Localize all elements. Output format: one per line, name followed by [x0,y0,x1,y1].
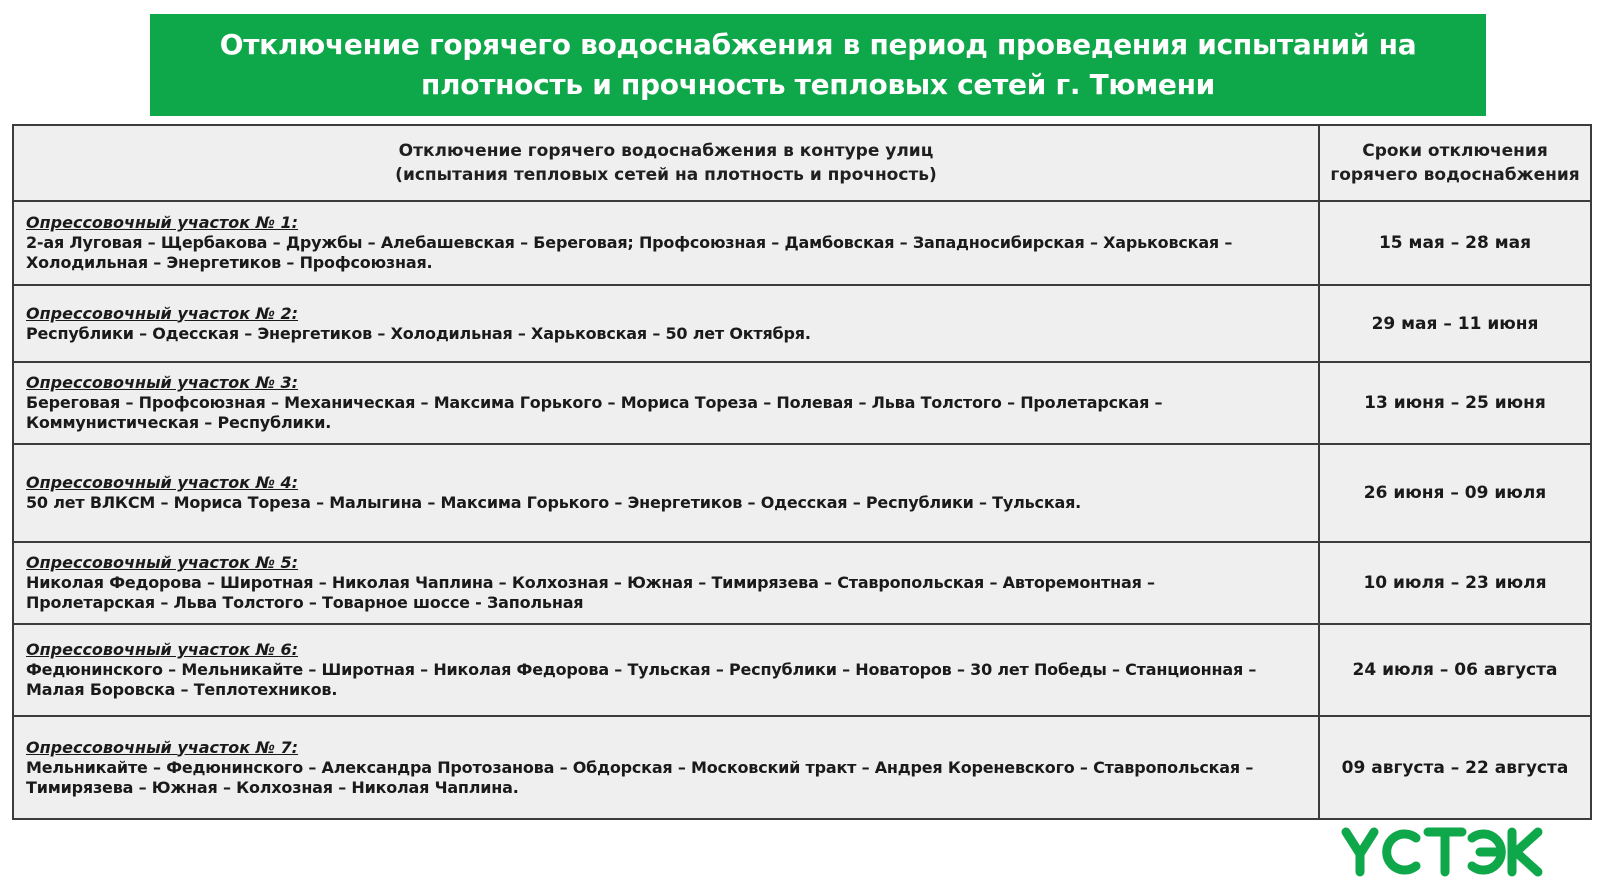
table-row [13,444,1591,542]
street-line: Николая Федорова – Широтная – Николая Чаплина – Колхозная – Южная – Тимирязева – Ставропольская – Авторемонтная – [26,573,1155,592]
section-title: Опрессовочный участок № 2: [26,303,299,323]
title-banner [150,14,1486,116]
table-row [13,716,1591,819]
shutdown-schedule-table [12,124,1592,820]
header-streets [13,125,1319,201]
section-title: Опрессовочный участок № 5: [26,553,299,572]
period-cell: 15 мая – 28 мая [1319,201,1591,285]
table-row [13,285,1591,362]
street-line: Федюнинского – Мельникайте – Широтная – Николая Федорова – Тульская – Республики – Новаторов – 30 лет Победы – Станционная – [26,660,1257,679]
street-line: 2-ая Луговая – Щербакова – Дружбы – Алебашевская – Береговая; Профсоюзная – Дамбовская – Западносибирская – Харьковская – [26,233,1233,252]
streets-cell [13,716,1319,819]
period-cell: 09 августа – 22 августа [1319,716,1591,819]
banner-title-line-1: Отключение горячего водоснабжения в период проведения испытаний на [219,28,1417,61]
table-row [13,542,1591,624]
streets-cell [13,624,1319,716]
table-row [13,362,1591,444]
street-line: Малая Боровска – Теплотехников. [26,680,338,699]
street-line: Республики – Одесская – Энергетиков – Холодильная – Харьковская – 50 лет Октября. [26,323,811,343]
period-cell: 24 июля – 06 августа [1319,624,1591,716]
street-line: Коммунистическая – Республики. [26,413,332,432]
section-title: Опрессовочный участок № 3: [26,373,299,392]
streets-cell [13,201,1319,285]
period-cell: 29 мая – 11 июня [1319,285,1591,362]
section-title: Опрессовочный участок № 4: [26,473,299,492]
section-title: Опрессовочный участок № 1: [26,213,299,232]
period-cell: 26 июня – 09 июля [1319,444,1591,542]
streets-cell [13,362,1319,444]
table-row [13,201,1591,285]
header-period-line-2: горячего водоснабжения [1330,165,1580,185]
street-line: Холодильная – Энергетиков – Профсоюзная. [26,253,433,272]
streets-cell [13,285,1319,362]
street-line: Тимирязева – Южная – Колхозная – Николая Чаплина. [26,777,519,797]
period-cell: 10 июля – 23 июля [1319,542,1591,624]
header-period [1319,125,1591,201]
streets-cell [13,542,1319,624]
ustek-logo [1340,824,1546,880]
street-line: 50 лет ВЛКСМ – Мориса Тореза – Малыгина – Максима Горького – Энергетиков – Одесская – Республики – Тульская. [26,493,1082,512]
street-line: Пролетарская – Льва Толстого – Товарное шоссе - Запольная [26,593,584,612]
table-header-row [13,125,1591,201]
streets-cell [13,444,1319,542]
header-streets-line-2: (испытания тепловых сетей на плотность и прочность) [395,165,937,185]
period-cell: 13 июня – 25 июня [1319,362,1591,444]
banner-title-line-2: плотность и прочность тепловых сетей г. Тюмени [421,68,1215,101]
ustek-logo-icon [1340,826,1546,878]
section-title: Опрессовочный участок № 7: [26,737,299,757]
header-streets-line-1: Отключение горячего водоснабжения в контуре улиц [398,141,934,161]
section-title: Опрессовочный участок № 6: [26,640,299,659]
table-row [13,624,1591,716]
street-line: Мельникайте – Федюнинского – Александра Протозанова – Обдорская – Московский тракт – Андрея Кореневского – Ставропольская – [26,757,1254,777]
header-period-line-1: Сроки отключения [1362,141,1548,161]
street-line: Береговая – Профсоюзная – Механическая – Максима Горького – Мориса Тореза – Полевая – Льва Толстого – Пролетарская – [26,393,1163,412]
